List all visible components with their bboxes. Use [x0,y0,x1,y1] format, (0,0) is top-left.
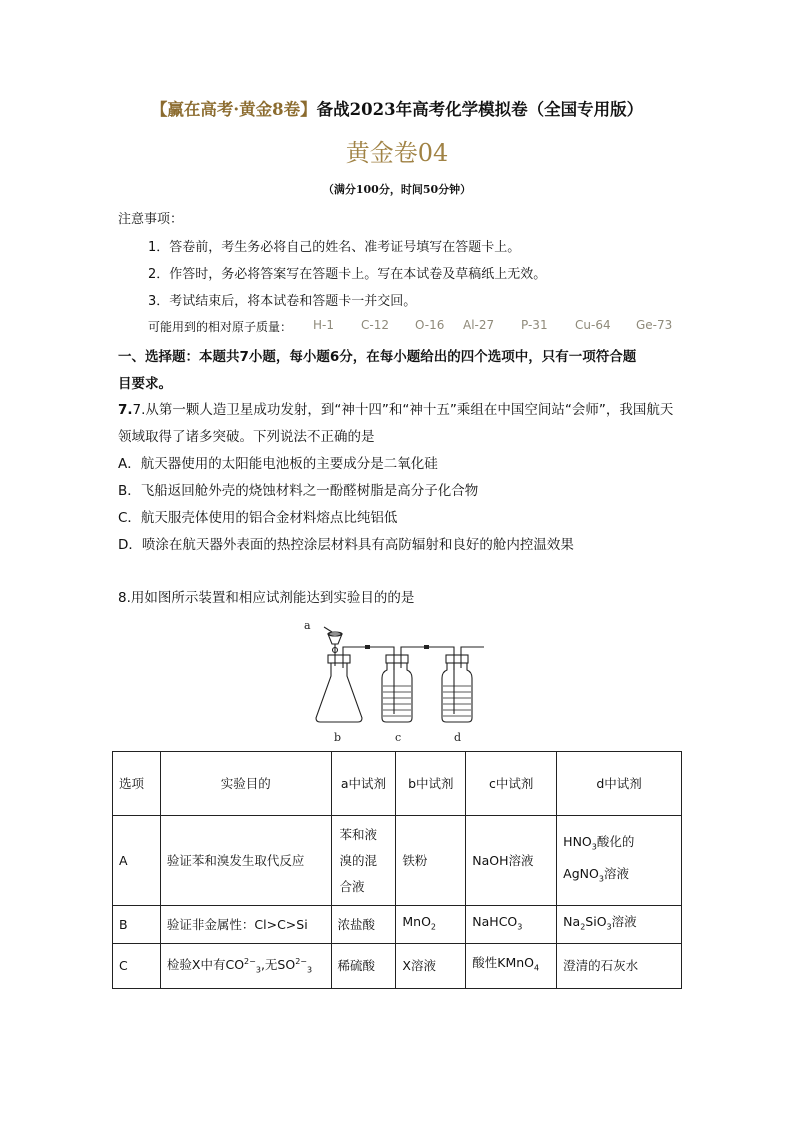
row-option: A [113,816,161,906]
label-a-pointer [324,627,332,632]
q8-stem: 8.用如图所示装置和相应试剂能达到实验目的的是 [118,590,415,606]
atomic-mass-cu: Cu-64 [575,318,611,332]
apparatus-diagram [298,614,498,748]
row-b-reagent: X溶液 [396,944,466,989]
header-rest: 备战2023年高考化学模拟卷（全国专用版） [316,100,644,119]
header-cell: a中试剂 [331,752,396,816]
atomic-mass-ge: Ge-73 [636,318,673,332]
q7-option-c: C．航天服壳体使用的铝合金材料熔点比纯铝低 [118,510,398,526]
label-d: d [454,731,462,744]
q7-option-a: A．航天器使用的太阳能电池板的主要成分是二氧化硅 [118,456,438,472]
apparatus-svg [298,614,498,744]
erlenmeyer-flask [316,663,362,722]
row-c-reagent: 酸性KMnO$_4$ [466,944,557,989]
label-c: c [395,731,402,744]
atomic-mass-h: H-1 [313,318,334,332]
connector-clamp [365,645,370,649]
header-title [0,96,794,120]
label-a: a [304,619,311,632]
atomic-mass-p: P-31 [521,318,548,332]
series-bracket-open: 【 [150,100,168,119]
row-b-reagent: 铁粉 [396,816,466,906]
table-row [113,944,682,989]
label-b: b [334,731,342,744]
row-d-reagent: 澄清的石灰水 [557,944,682,989]
header-cell: 实验目的 [160,752,331,816]
row-option: B [113,906,161,944]
row-purpose: 检验X中有$CO^{2-}_3$,无$SO^{2-}_3$ [160,944,331,989]
series-name: 赢在高考·黄金8卷 [167,100,301,119]
section-heading-line1: 一、选择题：本题共7小题，每小题6分，在每小题给出的四个选项中，只有一项符合题 [118,349,637,365]
q7-stem-line1: 7.7.从第一颗人造卫星成功发射，到“神十四”和“神十五”乘组在中国空间站“会师”，我国航天 [118,402,674,418]
row-c-reagent: NaHCO$_3$ [466,906,557,944]
q7-option-d: D．喷涂在航天器外表面的热控涂层材料具有高防辐射和良好的舱内控温效果 [118,537,574,553]
experiment-table [112,751,682,989]
note-item: 3．考试结束后，将本试卷和答题卡一并交回。 [148,294,417,309]
atomic-mass-c: C-12 [361,318,389,332]
q7-option-b: B．飞船返回舱外壳的烧蚀材料之一酚醛树脂是高分子化合物 [118,483,479,499]
atomic-mass-label: 可能用到的相对原子质量： [148,320,293,334]
row-b-reagent: MnO$_2$ [396,906,466,944]
table-row [113,906,682,944]
paper-title: 黄金卷04 [345,139,449,167]
row-purpose: 验证苯和溴发生取代反应 [160,816,331,906]
header-cell: b中试剂 [396,752,466,816]
row-purpose: 验证非金属性：Cl>C>Si [160,906,331,944]
score-time: （满分100分，时间50分钟） [322,183,472,196]
table-row [113,816,682,906]
atomic-mass-al: Al-27 [463,318,495,332]
series-bracket-close: 】 [300,100,317,119]
header-cell: d中试剂 [557,752,682,816]
row-d-reagent: $HNO_3$酸化的 AgNO$_3$溶液 [557,816,682,906]
row-d-reagent: $Na_2SiO_3$溶液 [557,906,682,944]
header-cell: 选项 [113,752,161,816]
bottle-c [382,663,412,722]
flask-stopper [328,655,350,663]
table-header-row [113,752,682,816]
row-option: C [113,944,161,989]
header-cell: c中试剂 [466,752,557,816]
bottle-c-stopper [386,655,408,663]
row-a-reagent: 稀硫酸 [331,944,396,989]
connector-clamp [424,645,429,649]
row-a-reagent: 苯和液溴的混合液 [331,816,396,906]
bottle-d [442,663,472,722]
atomic-mass-line [148,318,673,335]
bottle-d-stopper [446,655,468,663]
notes-heading: 注意事项： [118,212,184,227]
exhaust-tube [461,647,484,652]
note-item: 1．答卷前，考生务必将自己的姓名、准考证号填写在答题卡上。 [148,240,521,255]
atomic-mass-o: O-16 [415,318,445,332]
q7-stem-line2: 领域取得了诸多突破。下列说法不正确的是 [118,429,375,445]
section-heading-line2: 目要求。 [118,376,172,392]
row-c-reagent: NaOH溶液 [466,816,557,906]
row-a-reagent: 浓盐酸 [331,906,396,944]
note-item: 2．作答时，务必将答案写在答题卡上。写在本试卷及草稿纸上无效。 [148,267,547,282]
